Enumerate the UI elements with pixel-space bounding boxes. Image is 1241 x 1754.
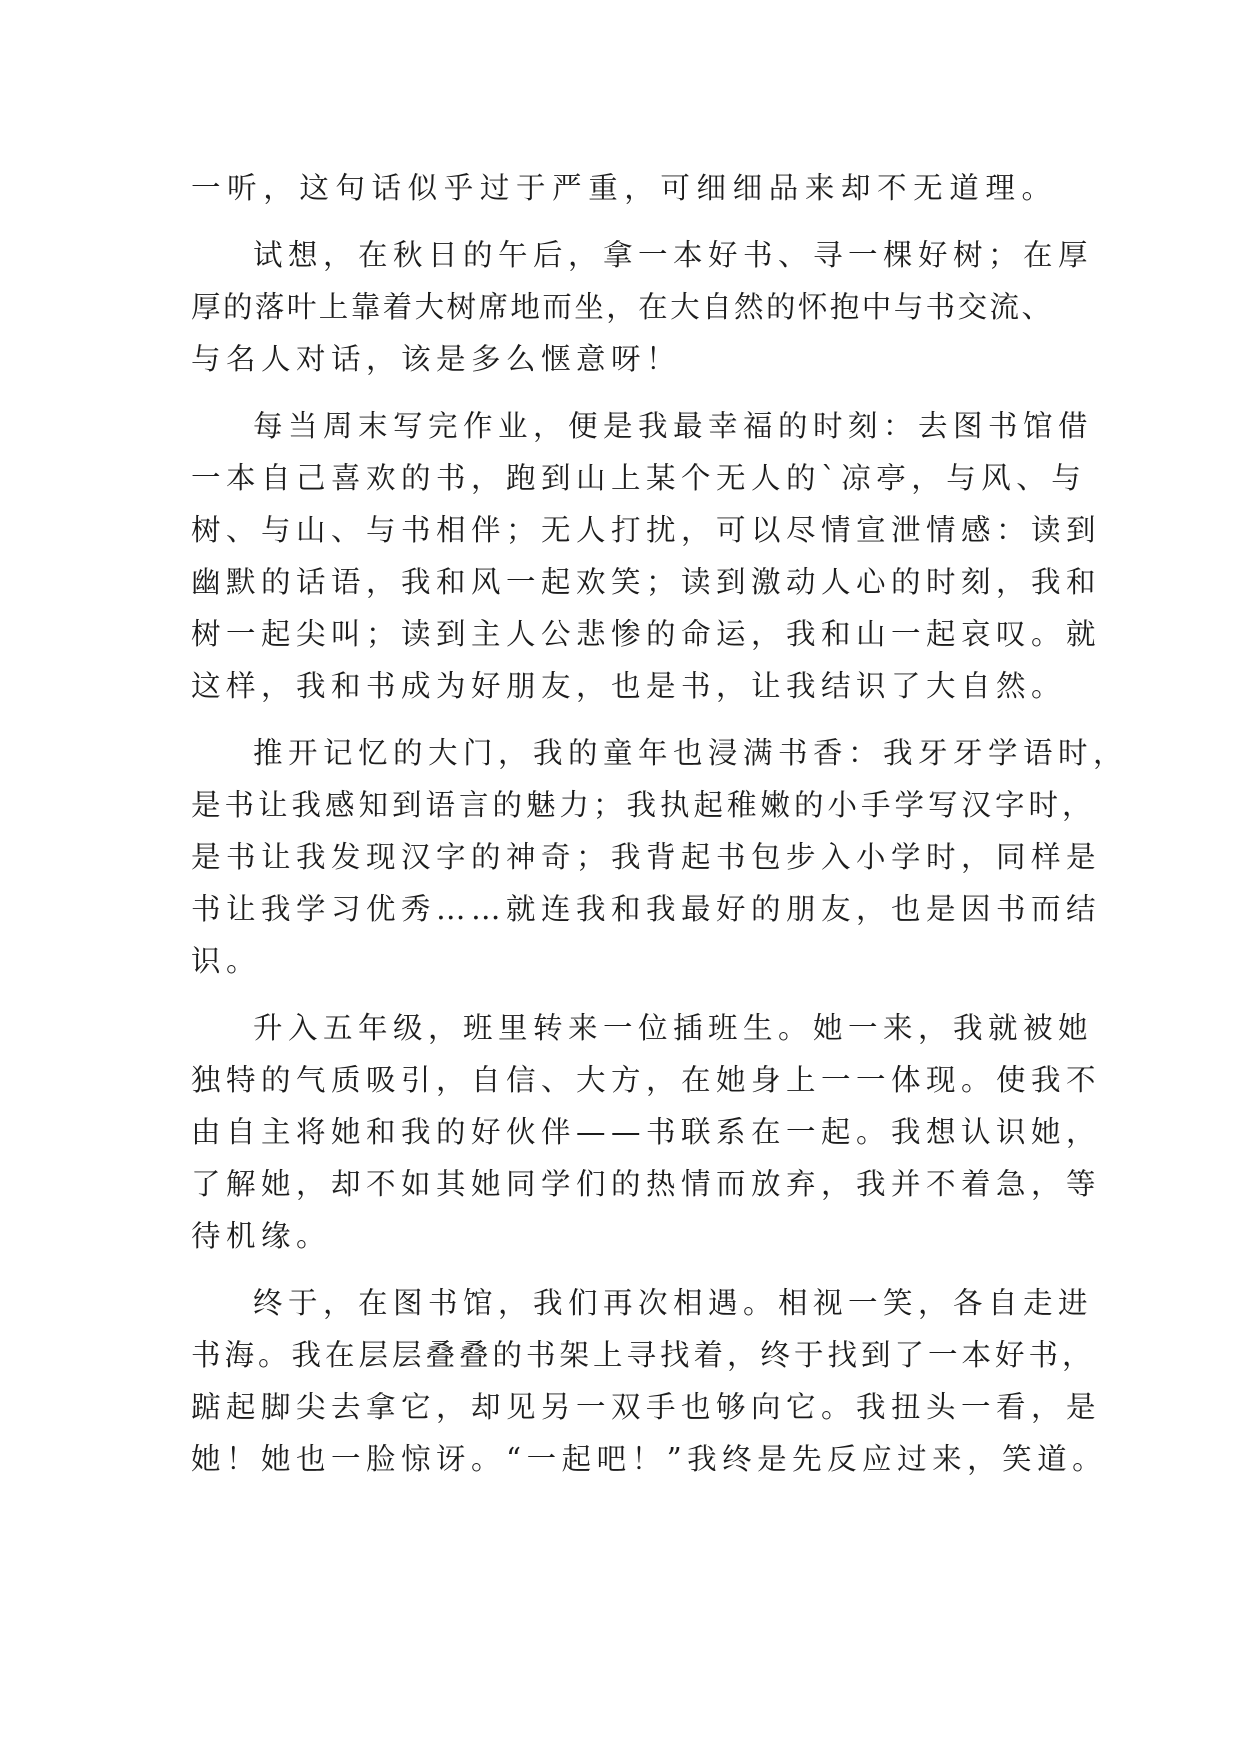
text-line: 是书让我感知到语言的魅力；我执起稚嫩的小手学写汉字时，	[191, 788, 1096, 822]
text-line: 一听，这句话似乎过于严重，可细细品来却不无道理。	[191, 171, 1051, 205]
text-line: 是书让我发现汉字的神奇；我背起书包步入小学时，同样是	[191, 840, 1102, 874]
text-line: 树、与山、与书相伴；无人打扰，可以尽情宣泄情感：读到	[191, 513, 1102, 547]
text-line: 这样，我和书成为好朋友，也是书，让我结识了大自然。	[191, 669, 1067, 703]
text-line: 由自主将她和我的好伙伴——书联系在一起。我想认识她，	[191, 1115, 1102, 1149]
text-line: 独特的气质吸引，自信、大方，在她身上一一体现。使我不	[191, 1063, 1102, 1097]
paragraph-first-line: 推开记忆的大门，我的童年也浸满书香：我牙牙学语时，	[253, 736, 1129, 770]
text-line: 踮起脚尖去拿它，却见另一双手也够向它。我扭头一看，是	[191, 1390, 1102, 1424]
text-line: 幽默的话语，我和风一起欢笑；读到激动人心的时刻，我和	[191, 565, 1102, 599]
text-line: 树一起尖叫；读到主人公悲惨的命运，我和山一起哀叹。就	[191, 617, 1102, 651]
text-line: 书海。我在层层叠叠的书架上寻找着，终于找到了一本好书，	[191, 1338, 1096, 1372]
text-line: 与名人对话，该是多么惬意呀！	[191, 342, 682, 376]
paragraph-first-line: 升入五年级，班里转来一位插班生。她一来，我就被她	[253, 1011, 1094, 1045]
text-line: 了解她，却不如其她同学们的热情而放弃，我并不着急，等	[191, 1167, 1102, 1201]
paragraph-first-line: 终于，在图书馆，我们再次相遇。相视一笑，各自走进	[253, 1286, 1094, 1320]
essay-body	[191, 162, 1129, 1485]
text-line: 厚的落叶上靠着大树席地而坐，在大自然的怀抱中与书交流、	[191, 290, 1051, 324]
text-line: 书让我学习优秀……就连我和我最好的朋友，也是因书而结	[191, 892, 1102, 926]
paragraph-first-line: 试想，在秋日的午后，拿一本好书、寻一棵好树；在厚	[253, 238, 1094, 272]
text-line: 一本自己喜欢的书，跑到山上某个无人的`凉亭，与风、与	[191, 461, 1087, 495]
text-line: 识。	[191, 944, 262, 978]
text-line: 待机缘。	[191, 1219, 332, 1253]
text-line: 她！她也一脸惊讶。“一起吧！”我终是先反应过来，笑道。	[191, 1442, 1108, 1476]
paragraph-first-line: 每当周末写完作业，便是我最幸福的时刻：去图书馆借	[253, 409, 1094, 443]
